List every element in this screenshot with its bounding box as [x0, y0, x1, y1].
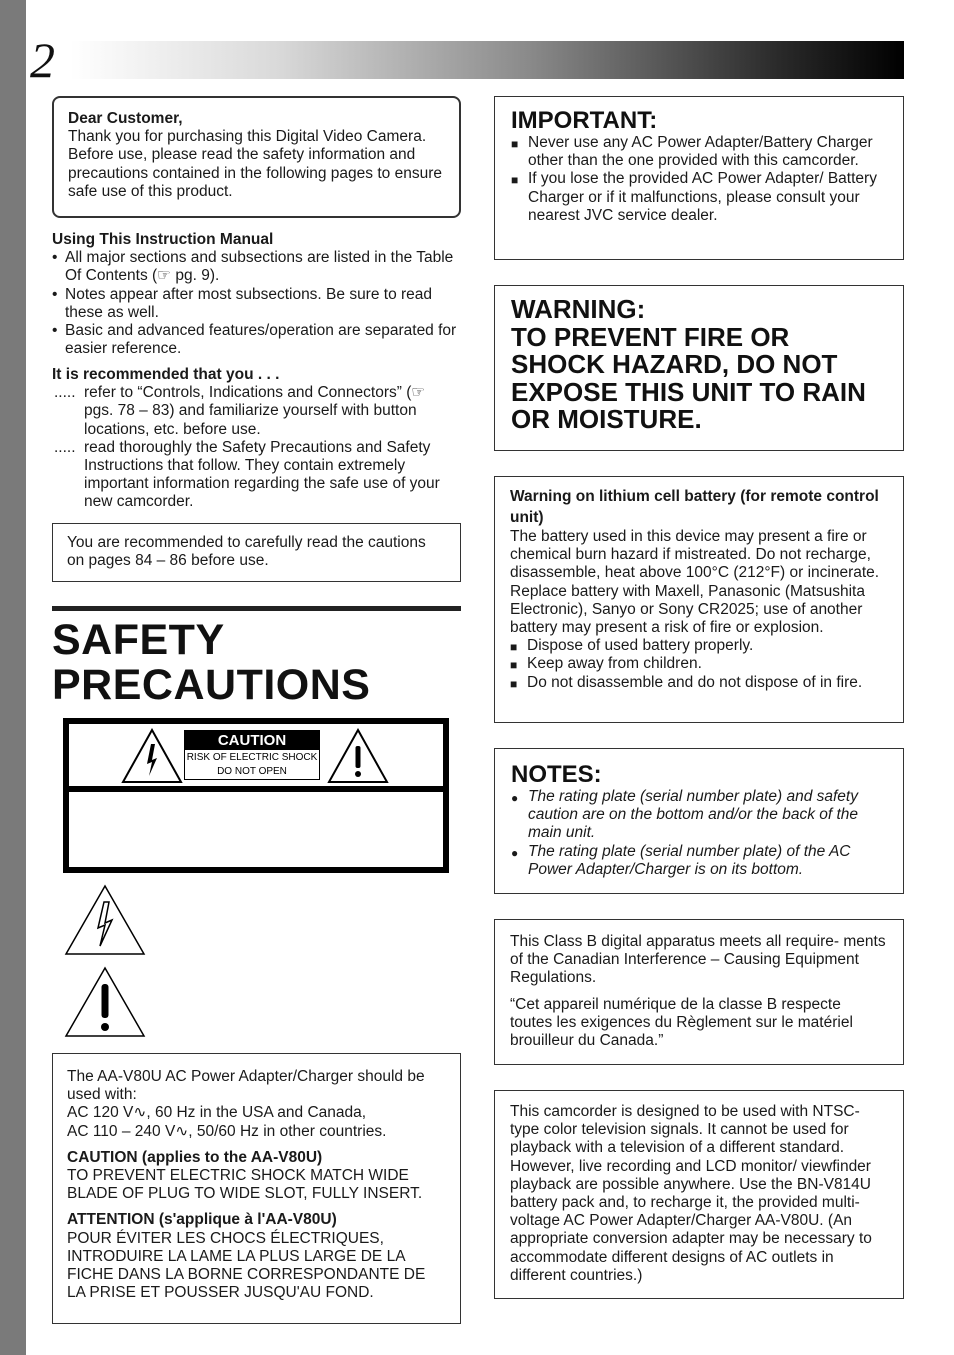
- class-b-english-text: This Class B digital apparatus meets all require- ments of the Canadian Interference – Causing Equipment Regulations.: [510, 933, 886, 987]
- list-item: [52, 439, 457, 512]
- list-item-text: read thoroughly the Safety Precautions and Safety Instructions that follow. They contain extremely important information regarding the safe use of your new camcorder.: [84, 438, 440, 511]
- list-item: [511, 134, 887, 170]
- caution-label-title: CAUTION: [185, 731, 319, 750]
- ntsc-text: This camcorder is designed to be used with NTSC- type color television signals. It cannot be used for playback with a television of a different standard. However, live recording and LCD monitor/ viewfinder playback are possible anywhere. Use the BN-V814U battery pack and, to recharge it, the provided multi-voltage AC Power Adapter/Charger AA-V80U. (An appropriate conversion adapter may be necessary to accommodate different designs of AC outlets in different countries.): [510, 1103, 872, 1284]
- caution-label-graphic: [63, 718, 449, 873]
- list-item-text: The rating plate (serial number plate) of the AC Power Adapter/Charger is on its bottom.: [528, 842, 851, 878]
- adapter-attention-heading: ATTENTION (s'applique à l'AA-V80U): [67, 1211, 337, 1229]
- list-item-text: If you lose the provided AC Power Adapter/ Battery Charger or if it malfunctions, please consult your nearest JVC service dealer.: [528, 170, 877, 224]
- lithium-text2: Replace battery with Maxell, Panasonic (Matsushita Electronic), Sanyo or Sony CR2025; use of another battery may present a risk of fire or explosion.: [510, 582, 865, 637]
- adapter-text3: AC 110 – 240 V∿, 50/60 Hz in other countries.: [67, 1122, 387, 1140]
- square-bullet: ■: [511, 173, 519, 188]
- list-item-text: Dispose of used battery properly.: [527, 637, 754, 655]
- square-bullet: ■: [510, 640, 518, 655]
- class-b-french-text: “Cet appareil numérique de la classe B respecte toutes les exigences du Règlement sur le matériel brouilleur du Canada.”: [510, 995, 853, 1050]
- dear-customer-box: [52, 96, 461, 218]
- warning-text: TO PREVENT FIRE OR SHOCK HAZARD, DO NOT EXPOSE THIS UNIT TO RAIN OR MOISTURE.: [511, 321, 866, 434]
- list-item-text: Never use any AC Power Adapter/Battery Charger other than the one provided with this camcorder.: [528, 134, 873, 170]
- notes-box: [494, 748, 904, 894]
- recommended-list: [52, 384, 457, 511]
- adapter-attention-text: POUR ÉVITER LES CHOCS ÉLECTRIQUES, INTRODUIRE LA LAME LA PLUS LARGE DE LA FICHE DANS LA BORNE CORRESPONDANTE DE LA PRISE ET POUSSER JUSQU'AU FOND.: [67, 1229, 426, 1302]
- ntsc-box: [494, 1090, 904, 1299]
- adapter-caution-text: TO PREVENT ELECTRIC SHOCK MATCH WIDE BLADE OF PLUG TO WIDE SLOT, FULLY INSERT.: [67, 1167, 423, 1203]
- lithium-battery-box: [494, 476, 904, 723]
- lightning-symbol-icon: [64, 884, 146, 956]
- dots-mark: .....: [54, 384, 76, 402]
- caution-label-box: [184, 730, 320, 780]
- caution-label-top: [69, 724, 443, 786]
- safety-precautions-title: [52, 618, 461, 708]
- list-item: [511, 843, 887, 879]
- page-sidebar: [0, 0, 26, 1355]
- dots-mark: .....: [54, 438, 76, 456]
- list-item: [510, 655, 887, 673]
- list-item: [511, 788, 887, 843]
- list-item-text: Do not disassemble and do not dispose of in fire.: [527, 673, 863, 691]
- list-item: [52, 322, 457, 358]
- page-number: 2: [30, 32, 55, 88]
- dot-bullet: ●: [511, 791, 519, 805]
- dear-customer-text: Thank you for purchasing this Digital Video Camera. Before use, please read the safety information and precautions contained in the following pages to ensure safe use of this product.: [68, 128, 442, 200]
- lithium-text1: The battery used in this device may present a fire or chemical burn hazard if mistreated. Do not recharge, disassemble, heat above 100°C (212°F) or incinerate.: [510, 528, 880, 582]
- class-b-box: [494, 919, 904, 1065]
- lithium-list: [510, 637, 887, 692]
- lithium-heading: Warning on lithium cell battery (for remote control unit): [510, 488, 879, 526]
- adapter-text2: AC 120 V∿, 60 Hz in the USA and Canada,: [67, 1104, 367, 1122]
- using-manual-heading: Using This Instruction Manual: [52, 231, 274, 248]
- dot-bullet: ●: [511, 845, 519, 860]
- important-list: [511, 134, 887, 225]
- important-box: [494, 96, 904, 260]
- dear-customer-title: Dear Customer,: [68, 110, 183, 127]
- important-heading: IMPORTANT:: [511, 107, 658, 134]
- bullet-mark: •: [52, 285, 58, 303]
- list-item-text: Notes appear after most subsections. Be sure to read these as well.: [65, 285, 433, 321]
- bullet-mark: •: [52, 249, 58, 267]
- list-item: [52, 249, 457, 285]
- list-item-text: The rating plate (serial number plate) and safety caution are on the bottom and/or the back of the main unit.: [528, 788, 859, 842]
- square-bullet: ■: [511, 137, 519, 151]
- adapter-box: [52, 1053, 461, 1324]
- lightning-warning-icon: [121, 728, 183, 784]
- square-bullet: ■: [510, 658, 518, 673]
- caution-label-bottom: [69, 792, 443, 867]
- safety-title-line1: SAFETY: [52, 616, 225, 664]
- cautions-note-text: You are recommended to carefully read the cautions on pages 84 – 86 before use.: [67, 534, 426, 570]
- recommended-section: [52, 366, 457, 512]
- list-item-text: Keep away from children.: [527, 655, 702, 673]
- bullet-mark: •: [52, 322, 58, 340]
- square-bullet: ■: [510, 676, 518, 691]
- list-item-text: Basic and advanced features/operation are separated for easier reference.: [65, 322, 457, 358]
- list-item: [510, 637, 887, 655]
- list-item: [52, 286, 457, 322]
- using-manual-section: [52, 231, 457, 358]
- warning-box: [494, 285, 904, 451]
- recommended-heading: It is recommended that you . . .: [52, 366, 280, 383]
- caution-label-line2: DO NOT OPEN: [217, 765, 287, 777]
- notes-heading: NOTES:: [511, 761, 602, 788]
- header-gradient-bar: [70, 41, 904, 79]
- list-item: [52, 384, 457, 439]
- list-item: [510, 674, 887, 692]
- exclamation-warning-icon: [327, 728, 389, 784]
- list-item: [511, 170, 887, 225]
- cautions-note-box: [52, 523, 461, 582]
- warning-heading: WARNING:: [511, 294, 646, 324]
- adapter-text1: The AA-V80U AC Power Adapter/Charger should be used with:: [67, 1068, 425, 1104]
- adapter-caution-heading: CAUTION (applies to the AA-V80U): [67, 1148, 323, 1166]
- exclamation-symbol-icon: [64, 966, 146, 1038]
- safety-title-rule: [52, 606, 461, 611]
- safety-title-line2: PRECAUTIONS: [52, 661, 371, 709]
- list-item-text: All major sections and subsections are listed in the Table Of Contents (☞ pg. 9).: [65, 249, 454, 285]
- using-manual-list: [52, 249, 457, 358]
- list-item-text: refer to “Controls, Indications and Connectors” (☞ pgs. 78 – 83) and familiarize yourself with button locations, etc. before use.: [84, 384, 426, 438]
- notes-list: [511, 788, 887, 879]
- caution-label-line1: RISK OF ELECTRIC SHOCK: [186, 752, 318, 763]
